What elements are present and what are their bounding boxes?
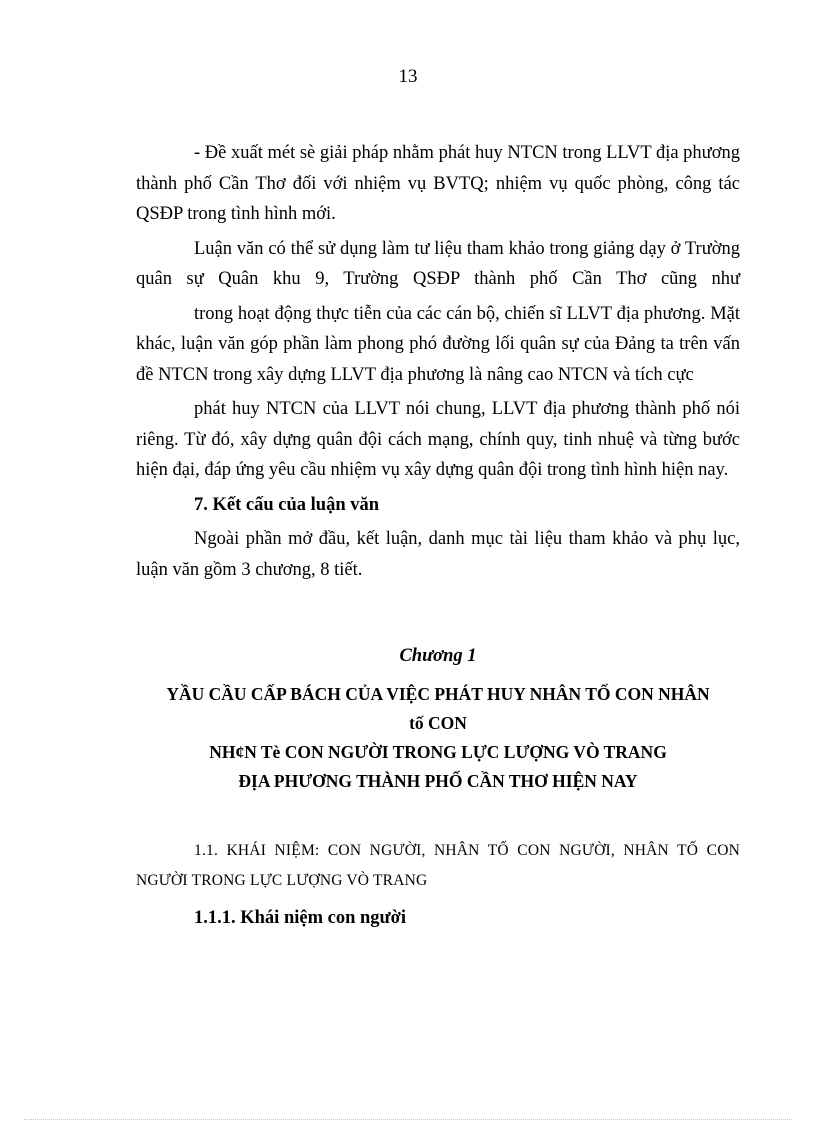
chapter-title-line: YẦU CẦU CẤP BÁCH CỦA VIỆC PHÁT HUY NHÂN TỐ CON NHÂN — [166, 683, 710, 704]
heading-thesis-structure: 7. Kết cấu của luận văn — [194, 494, 380, 515]
paragraph-promote: phát huy NTCN của LLVT nói chung, LLVT địa phương thành phố nói riêng. Từ đó, xây dựng quân đội cách mạng, chính quy, tinh nhuệ và từng bước hiện đại, đáp ứng yêu cầu nhiệm vụ xây dựng quân đội trong tình hình hiện nay. — [136, 399, 740, 480]
chapter-title-line: tố CON — [409, 712, 467, 733]
page-bottom-divider — [24, 1119, 792, 1120]
section-heading: 1.1. KHÁI NIỆM: CON NGƯỜI, NHÂN TỐ CON NGƯỜI, NHÂN TỐ CON NGƯỜI TRONG LỰC LƯỢNG VÒ TRANG — [136, 841, 740, 889]
paragraph-structure: Ngoài phần mở đầu, kết luận, danh mục tài liệu tham khảo và phụ lục, luận văn gồm 3 chương, 8 tiết. — [136, 529, 740, 580]
chapter-title — [136, 680, 740, 796]
chapter-label: Chương 1 — [399, 646, 477, 666]
paragraph-usage: Luận văn có thể sử dụng làm tư liệu tham khảo trong giảng dạy ở Trường quân sự Quân khu 9, Trường QSĐP thành phố Cần Thơ cũng như — [136, 238, 740, 289]
paragraph-proposal: - Đề xuất mét sè giải pháp nhằm phát huy NTCN trong LLVT địa phương thành phố Cần Thơ đối với nhiệm vụ BVTQ; nhiệm vụ quốc phòng, công tác QSĐP trong tình hình mới. — [136, 143, 740, 224]
page-number: 13 — [398, 66, 418, 87]
chapter-title-line: NH¢N Tè CON NGƯỜI TRONG LỰC LƯỢNG VÒ TRANG — [209, 741, 667, 762]
paragraph-practice: trong hoạt động thực tiễn của các cán bộ, chiến sĩ LLVT địa phương. Mặt khác, luận văn góp phần làm phong phó đường lối quân sự của Đảng ta trên vấn đề NTCN trong xây dựng LLVT địa phương là nâng cao NTCN và tích cực — [136, 303, 740, 385]
document-body — [136, 138, 740, 933]
subsection-heading: 1.1.1. Khái niệm con người — [194, 907, 407, 928]
chapter-title-line: ĐỊA PHƯƠNG THÀNH PHỐ CẦN THƠ HIỆN NAY — [238, 770, 638, 791]
